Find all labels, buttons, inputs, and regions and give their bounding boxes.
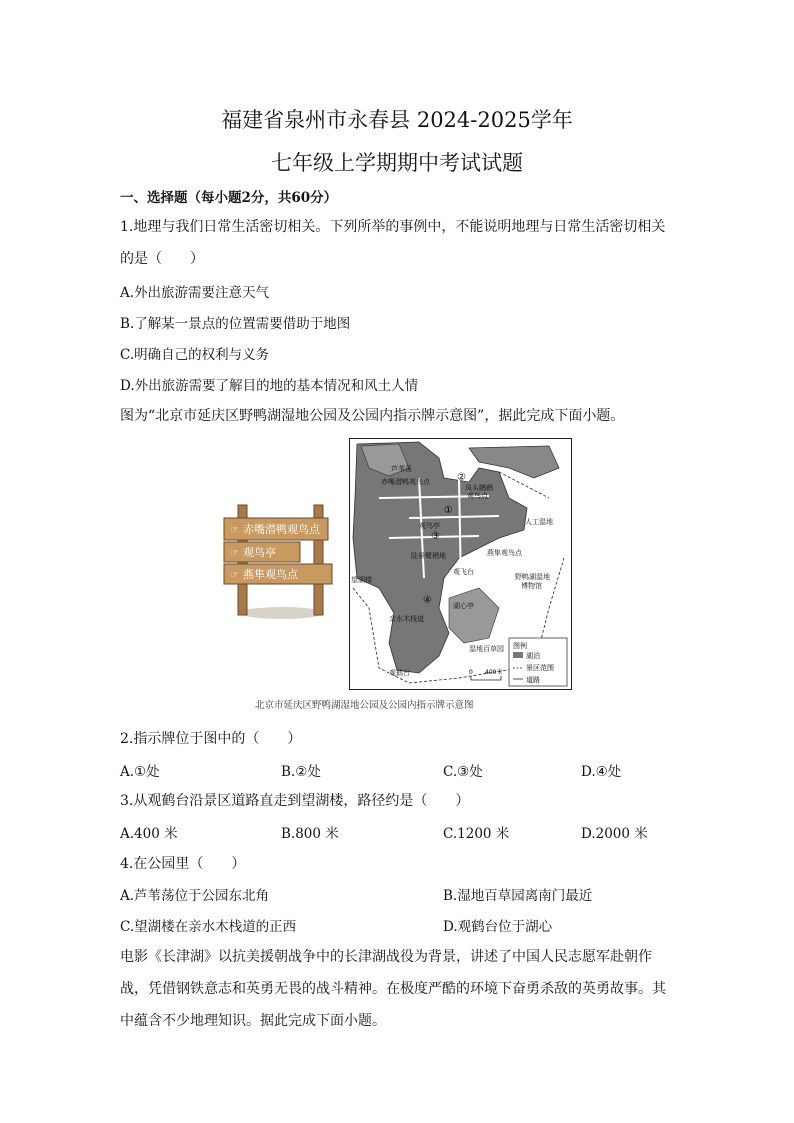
map-label-guanniaoting: 观鸟亭: [419, 522, 440, 530]
q2-stem: 2.指示牌位于图中的（ ）: [120, 731, 302, 747]
q1-option-c: C.明确自己的权利与义务: [120, 347, 270, 363]
film-intro-line2: 战，凭借钢铁意志和英勇无畏的战斗精神。在极度严酷的环境下奋勇杀敌的英勇故事。其: [120, 981, 666, 997]
svg-text:☞: ☞: [230, 525, 239, 536]
q1-option-b: B.了解某一景点的位置需要借助于地图: [120, 316, 351, 332]
scale-400: 400米: [485, 669, 503, 676]
q4-option-c: C.望湖楼在亲水木栈道的正西: [120, 919, 297, 935]
map-label-yansun: 燕隼观鸟点: [487, 549, 522, 557]
map-mark-4: ④: [423, 595, 432, 606]
q3-stem: 3.从观鹤台沿景区道路直走到望湖楼，路径约是（ ）: [120, 793, 470, 809]
svg-text:☞: ☞: [230, 548, 239, 559]
q1-option-d: D.外出旅游需要了解目的地的基本情况和风土人情: [120, 378, 419, 394]
svg-text:☞: ☞: [230, 570, 239, 581]
map-label-lvjing: 陆景鹭栖地: [411, 552, 446, 560]
map-label-huxinting: 湖心亭: [453, 602, 474, 610]
figure-caption: 北京市延庆区野鸭湖湿地公园及公园内指示牌示意图: [255, 700, 474, 711]
legend-title: 图例: [513, 642, 527, 650]
map-label-qinshui: 亲水木栈道: [389, 615, 424, 623]
q1-option-a: A.外出旅游需要注意天气: [120, 285, 270, 301]
signpost-illustration: [222, 503, 340, 621]
q1-stem-line2: 的是（ ）: [120, 251, 204, 267]
scale-zero: 0: [469, 669, 473, 676]
q2-option-c: C.③处: [443, 764, 483, 780]
film-intro-line3: 中蕴含不少地理知识。据此完成下面小题。: [120, 1013, 386, 1029]
map-label-wanghulou: 望湖楼: [351, 576, 372, 584]
park-map: [349, 438, 572, 690]
q4-stem: 4.在公园里（ ）: [120, 856, 246, 872]
sign-label-2: 观鸟亭: [243, 546, 276, 559]
map-label-chizui: 赤嘴潜鸭观鸟点: [381, 478, 430, 486]
q3-option-c: C.1200 米: [443, 826, 510, 842]
map-mark-2: ②: [457, 472, 466, 483]
q4-option-a: A.芦苇荡位于公园东北角: [120, 888, 270, 904]
legend-area: 景区范围: [526, 664, 554, 672]
legend-road: 道路: [526, 676, 540, 684]
q2-option-b: B.②处: [281, 764, 321, 780]
map-label-fengjian2: 观鸟点: [467, 492, 488, 500]
q4-option-b: B.湿地百草园离南门最近: [443, 888, 593, 904]
map-mark-3: ③: [431, 531, 440, 542]
legend-lake: 湖泊: [526, 652, 540, 660]
q2-option-a: A.①处: [120, 764, 160, 780]
map-label-fengjian: 凤头䴙䴘: [465, 484, 493, 492]
doc-title-line2: 七年级上学期期中考试试题: [271, 151, 523, 175]
sign-label-3: 燕隼观鸟点: [243, 568, 298, 581]
map-mark-1: ①: [444, 505, 453, 516]
doc-title-line1: 福建省泉州市永春县 2024-2025学年: [221, 108, 573, 132]
map-label-museum1: 野鸭湖湿地: [515, 573, 550, 581]
q3-option-b: B.800 米: [281, 826, 339, 842]
map-label-baicao: 湿地百草园: [469, 645, 504, 653]
q1-stem-line1: 1.地理与我们日常生活密切相关。下列所举的事例中，不能说明地理与日常生活密切相关: [120, 219, 666, 235]
map-intro: 图为“北京市延庆区野鸭湖湿地公园及公园内指示牌示意图”，据此完成下面小题。: [120, 408, 625, 424]
section-heading: 一、选择题（每小题2分，共60分）: [120, 190, 338, 206]
q4-option-d: D.观鹤台位于湖心: [443, 919, 553, 935]
map-label-rengong: 人工湿地: [525, 518, 553, 526]
map-label-museum2: 博物馆: [521, 582, 542, 590]
q2-option-d: D.④处: [581, 764, 622, 780]
map-label-guanhetai: 观鹤台: [389, 669, 410, 677]
q3-option-a: A.400 米: [120, 826, 178, 842]
map-label-reed: 芦苇荡: [391, 465, 412, 473]
sign-label-1: 赤嘴潜鸭观鸟点: [243, 523, 320, 536]
q3-option-d: D.2000 米: [581, 826, 648, 842]
map-label-guanfeitai: 观飞台: [453, 568, 474, 576]
film-intro-line1: 电影《长津湖》以抗美援朝战争中的长津湖战役为背景，讲述了中国人民志愿军赴朝作: [120, 949, 652, 965]
